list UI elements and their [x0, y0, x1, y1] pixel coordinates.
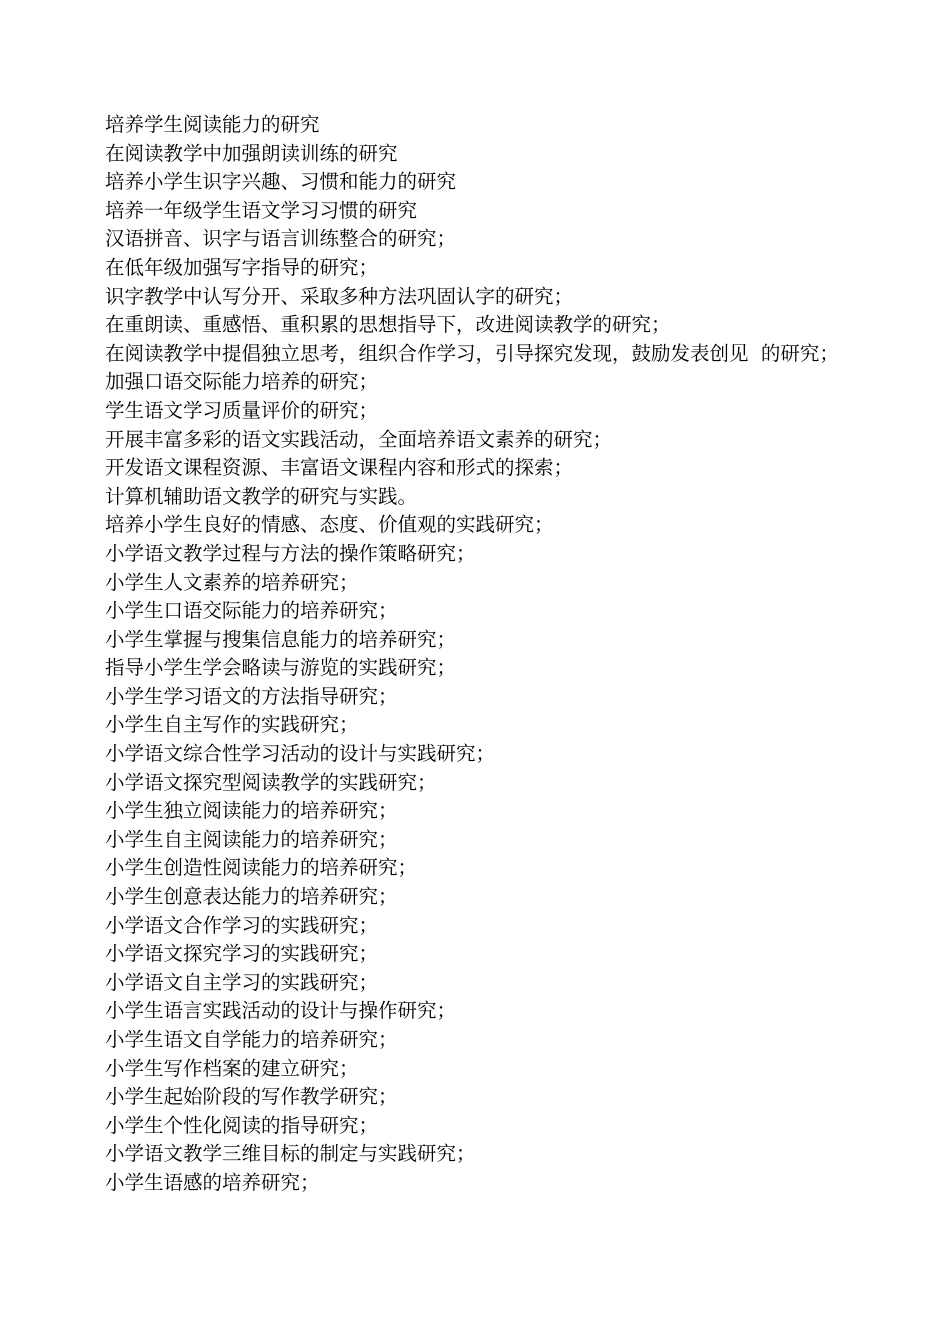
text-line: 小学生语感的培养研究；: [105, 1170, 320, 1194]
text-line: 小学语文教学过程与方法的操作策略研究；: [105, 541, 476, 565]
text-line: 计算机辅助语文教学的研究与实践。: [105, 484, 418, 508]
text-line: 指导小学生学会略读与游览的实践研究；: [105, 656, 457, 680]
text-line: 在低年级加强写字指导的研究；: [105, 255, 379, 279]
text-line: 小学生起始阶段的写作教学研究；: [105, 1085, 398, 1109]
text-line: 小学语文探究学习的实践研究；: [105, 942, 379, 966]
text-line: 培养学生阅读能力的研究: [105, 113, 320, 136]
text-line: 开发语文课程资源、丰富语文课程内容和形式的探索；: [105, 456, 574, 480]
text-line: 小学语文综合性学习活动的设计与实践研究；: [105, 742, 496, 766]
text-line: 开展丰富多彩的语文实践活动，全面培养语文素养的研究；: [105, 427, 613, 451]
text-line: 学生语文学习质量评价的研究；: [105, 398, 379, 422]
text-line: 小学生自主阅读能力的培养研究；: [105, 827, 398, 851]
text-line: 小学生语言实践活动的设计与操作研究；: [105, 999, 457, 1023]
text-line: 培养小学生良好的情感、态度、价值观的实践研究；: [105, 513, 554, 537]
text-line: 小学生自主写作的实践研究；: [105, 713, 359, 737]
text-line: 小学生学习语文的方法指导研究；: [105, 684, 398, 708]
text-line: 小学语文自主学习的实践研究；: [105, 970, 379, 994]
text-line: 小学语文教学三维目标的制定与实践研究；: [105, 1142, 476, 1166]
text-line: 培养小学生识字兴趣、习惯和能力的研究: [105, 170, 457, 194]
text-line: 加强口语交际能力培养的研究；: [105, 370, 379, 394]
text-line: 小学生创造性阅读能力的培养研究；: [105, 856, 418, 880]
text-line: 在阅读教学中加强朗读训练的研究: [105, 141, 398, 165]
text-line: 在重朗读、重感悟、重积累的思想指导下，改进阅读教学的研究；: [105, 313, 671, 337]
text-line: 小学生创意表达能力的培养研究；: [105, 885, 398, 909]
document-body: [105, 111, 850, 1198]
text-line: 汉语拼音、识字与语言训练整合的研究；: [105, 227, 457, 251]
text-line: 小学生掌握与搜集信息能力的培养研究；: [105, 627, 457, 651]
text-line: 培养一年级学生语文学习习惯的研究: [105, 198, 418, 222]
text-line: 小学生人文素养的培养研究；: [105, 570, 359, 594]
text-line: 识字教学中认写分开、采取多种方法巩固认字的研究；: [105, 284, 574, 308]
text-line: 小学生独立阅读能力的培养研究；: [105, 799, 398, 823]
text-line: 小学语文合作学习的实践研究；: [105, 913, 379, 937]
text-line: 小学生语文自学能力的培养研究；: [105, 1028, 398, 1051]
text-line: 小学语文探究型阅读教学的实践研究；: [105, 770, 437, 794]
text-line: 在阅读教学中提倡独立思考，组织合作学习，引导探究发现，鼓励发表创见 的研究；: [105, 341, 839, 365]
text-line: 小学生个性化阅读的指导研究；: [105, 1113, 379, 1137]
text-line: 小学生口语交际能力的培养研究；: [105, 599, 398, 623]
text-line: 小学生写作档案的建立研究；: [105, 1056, 359, 1080]
